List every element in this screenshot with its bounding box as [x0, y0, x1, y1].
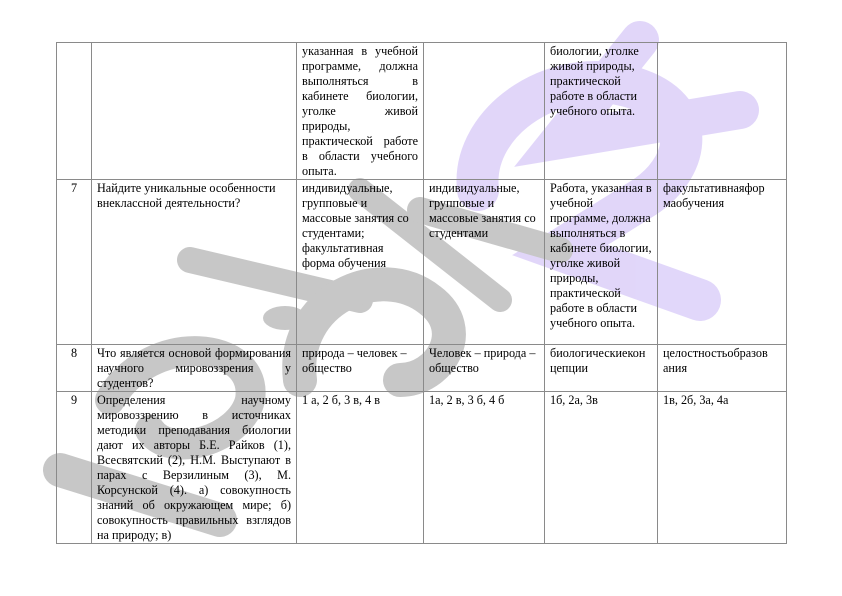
answer-a-cell: указанная в учебной программе, должна выполняться в кабинете биологии, уголке живой природы, практической работе в области учебного опыта. [297, 43, 424, 180]
answer-a-cell: индивидуальные, групповые и массовые занятия со студентами; факультативная форма обучения [297, 180, 424, 345]
question-cell: Определения научному мировоззрению в источниках методики преподавания биологии дают их авторы Б.Е. Райков (1), Всесвятский (2), Н.М. Выступают в парах с Верзилиным (3), М. Корсунской (4). а) совокупность знаний об окружающем мире; б) совокупность правильных взглядов на природу; в) [92, 392, 297, 544]
table-row [57, 180, 787, 345]
answer-d-cell: целостностьобразов ания [658, 345, 787, 392]
answer-b-cell: Человек – природа – общество [424, 345, 545, 392]
answer-c-cell: биологическиекон цепции [545, 345, 658, 392]
question-cell: Что является основой формирования научного мировоззрения у студентов? [92, 345, 297, 392]
answer-d-cell: 1в, 2б, 3а, 4а [658, 392, 787, 544]
answer-c-cell: Работа, указанная в учебной программе, должна выполняться в кабинете биологии, уголке живой природы, практической работе в области учебного опыта. [545, 180, 658, 345]
answer-d-cell: факультативнаяфор маобучения [658, 180, 787, 345]
answer-c-cell: биологии, уголке живой природы, практической работе в области учебного опыта. [545, 43, 658, 180]
row-number: 8 [57, 345, 92, 392]
row-number [57, 43, 92, 180]
answer-b-cell: индивидуальные, групповые и массовые занятия со студентами [424, 180, 545, 345]
row-number: 7 [57, 180, 92, 345]
answer-a-cell: природа – человек – общество [297, 345, 424, 392]
question-cell: Найдите уникальные особенности внеклассной деятельности? [92, 180, 297, 345]
question-cell [92, 43, 297, 180]
table-row [57, 345, 787, 392]
row-number: 9 [57, 392, 92, 544]
answer-b-cell: 1a, 2 в, 3 б, 4 б [424, 392, 545, 544]
table-row [57, 392, 787, 544]
questions-table [56, 42, 787, 544]
answer-c-cell: 1б, 2а, 3в [545, 392, 658, 544]
table-row [57, 43, 787, 180]
answer-b-cell [424, 43, 545, 180]
answer-d-cell [658, 43, 787, 180]
answer-a-cell: 1 а, 2 б, 3 в, 4 в [297, 392, 424, 544]
